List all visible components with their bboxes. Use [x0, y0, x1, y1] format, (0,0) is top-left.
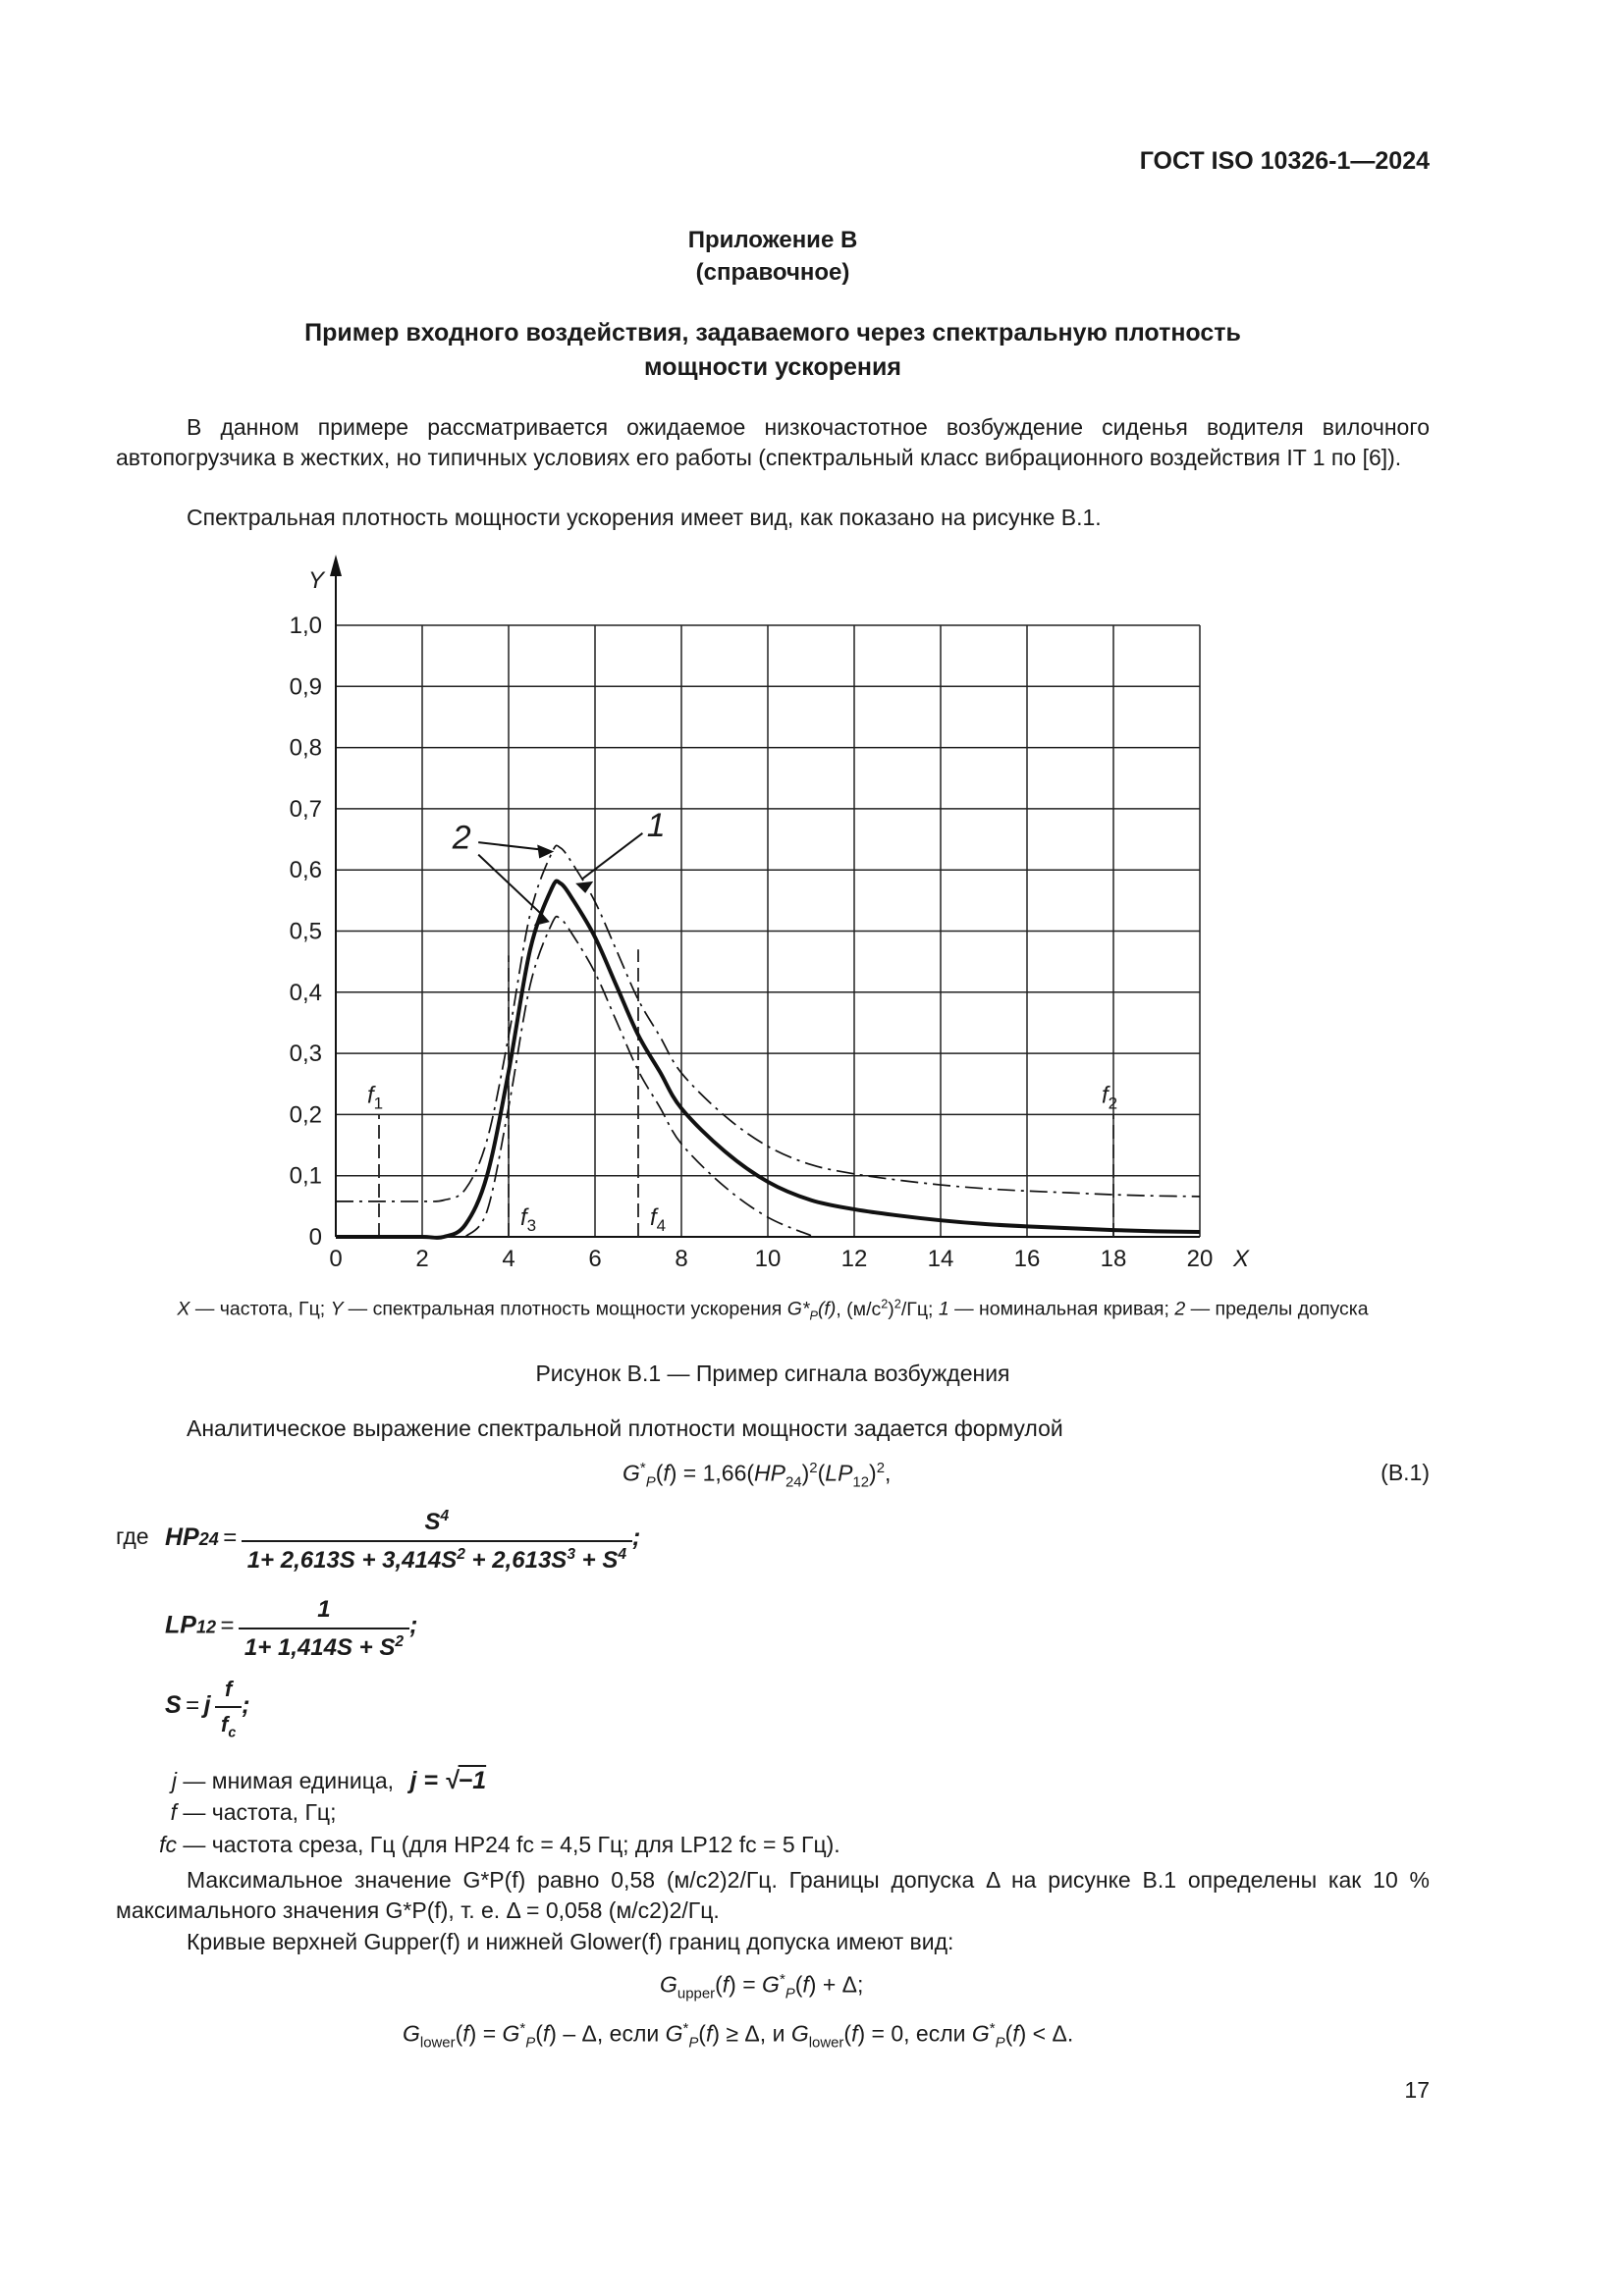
annotation-leader-2a: [478, 842, 547, 850]
appendix-title: Приложение B: [687, 227, 858, 253]
annotation-label-2: 2: [452, 819, 471, 857]
annotation-arrowhead-1: [575, 881, 593, 893]
definition-fc: fc — частота среза, Гц (для HP24 fc = 4,5 Гц; для LP12 fc = 5 Гц).: [159, 1832, 840, 1857]
x-tick-label: 18: [1100, 1246, 1127, 1272]
y-tick-label: 0: [308, 1224, 322, 1251]
analytic-intro: Аналитическое выражение спектральной плотности мощности задается формулой: [187, 1415, 1063, 1441]
where-label: где: [116, 1523, 149, 1549]
y-tick-label: 0,6: [289, 857, 322, 884]
x-tick-label: 12: [840, 1246, 868, 1272]
y-tick-label: 0,5: [289, 918, 322, 945]
x-tick-label: 2: [415, 1246, 429, 1272]
annotation-label-1: 1: [646, 806, 666, 844]
x-tick-label: 0: [329, 1246, 343, 1272]
standard-number: ГОСТ ISO 10326-1—2024: [1139, 147, 1430, 175]
frequency-marker-label: $f_4$: [650, 1204, 667, 1235]
y-tick-label: 0,8: [289, 734, 322, 762]
y-axis-label: Y: [308, 567, 325, 594]
annotation-leader-1: [582, 833, 643, 880]
x-tick-label: 14: [927, 1246, 954, 1272]
y-tick-label: 0,1: [289, 1162, 322, 1190]
annotation-arrowhead-2b: [534, 913, 550, 926]
x-axis-label: X: [1232, 1246, 1250, 1272]
annotation-leader-2b: [478, 855, 543, 916]
y-tick-label: 0,7: [289, 795, 322, 823]
formula-upper: $G_{upper}(f) = G^*_P(f) + \Delta$;: [660, 1971, 864, 2002]
intro-paragraph-2: Спектральная плотность мощности ускорения имеет вид, как показано на рисунке B.1.: [187, 505, 1102, 530]
x-tick-label: 4: [502, 1246, 515, 1272]
appendix-title-block: [116, 224, 1430, 289]
intro-paragraph-1: В данном примере рассматривается ожидаемое низкочастотное возбуждение сиденья водителя вилочного автопогрузчика в жестких, но типичных условиях его работы (спектральный класс вибрационного воздействия IT 1 по [6]).: [116, 414, 1430, 470]
formula-s: S = j $\frac{f}{f_c}$ ;: [165, 1677, 250, 1741]
section-heading: [116, 316, 1430, 385]
y-tick-label: 0,9: [289, 673, 322, 701]
heading-line-1: Пример входного воздействия, задаваемого через спектральную плотность: [304, 319, 1241, 347]
heading-line-2: мощности ускорения: [644, 353, 901, 381]
y-tick-label: 0,2: [289, 1101, 322, 1129]
x-tick-label: 16: [1013, 1246, 1041, 1272]
tolerance-curves-paragraph: Кривые верхней Gupper(f) и нижней Glower(f) границ допуска имеют вид:: [187, 1929, 954, 1954]
x-tick-label: 20: [1186, 1246, 1214, 1272]
psd-chart: [245, 552, 1267, 1278]
figure-legend: X — частота, Гц; Y — спектральная плотность мощности ускорения $G*_P(f)$, $(м/с^2)^2/Гц$; 1 — номинальная кривая; 2 — пределы допуска: [177, 1297, 1369, 1323]
annotation-arrowhead-2a: [537, 845, 554, 859]
appendix-note: (справочное): [695, 259, 850, 286]
figure-caption: Рисунок B.1 — Пример сигнала возбуждения: [535, 1361, 1010, 1386]
formula-lp12: LP12 = $\frac{1}{1+ 1,414S + S^2}$ ;: [165, 1596, 418, 1661]
formula-b1: $G^*_P(f) = 1,66(HP_{24})^2(LP_{12})^2$,: [623, 1460, 892, 1491]
page-number: 17: [1404, 2077, 1430, 2103]
frequency-marker-label: $f_3$: [520, 1204, 537, 1235]
y-tick-label: 1,0: [289, 613, 322, 639]
formula-lower: $G_{lower}(f) = G^*_P(f) - \Delta$, если $G^*_P(f) \ge \Delta$, и $G_{lower}(f) = 0$, если $G^*_P(f) < \Delta$.: [403, 2020, 1074, 2052]
max-value-paragraph: Максимальное значение G*P(f) равно 0,58 (м/с2)2/Гц. Границы допуска Δ на рисунке B.1 определены как 10 % максимального значения G*P(f), т. е. Δ = 0,058 (м/с2)2/Гц.: [116, 1867, 1430, 1923]
y-axis-arrow: [330, 555, 342, 576]
formula-hp24: HP24 = $\frac{S^4}{1+ 2,613S + 3,414S^2 + 2,613S^3 + S^4}$ ;: [165, 1508, 641, 1574]
x-tick-label: 6: [588, 1246, 602, 1272]
frequency-marker-label: $f_2$: [1102, 1082, 1118, 1113]
frequency-marker-label: $f_1$: [367, 1082, 384, 1113]
x-tick-label: 10: [754, 1246, 782, 1272]
definition-j: j — мнимая единица, j = √−1: [171, 1767, 487, 1794]
y-tick-label: 0,3: [289, 1041, 322, 1068]
definition-f: f — частота, Гц;: [170, 1799, 337, 1825]
x-tick-label: 8: [675, 1246, 688, 1272]
equation-number: (B.1): [1380, 1460, 1430, 1485]
y-tick-label: 0,4: [289, 979, 322, 1006]
